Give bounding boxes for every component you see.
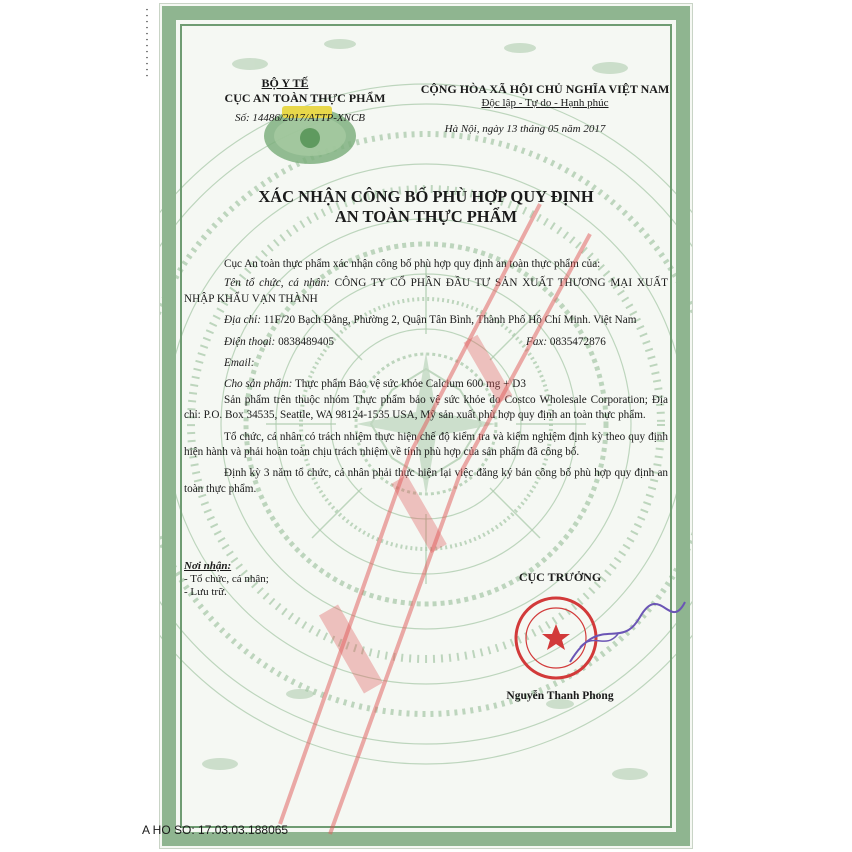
email-label: Email: — [224, 357, 255, 370]
file-code: A HO SO: 17.03.03.188065 — [142, 823, 289, 837]
product-line — [184, 377, 668, 392]
corner-vertical-code: ▪▪▪▪▪▪▪▪▪▪▪▪ — [144, 6, 150, 78]
title-line-2: AN TOÀN THỰC PHẨM — [334, 207, 518, 226]
address-label: Địa chỉ: — [224, 314, 261, 327]
responsibility-paragraph: Tổ chức, cá nhân có trách nhiệm thực hiện chế độ kiểm tra và kiểm nghiệm định kỳ theo quy định hiện hành và phải hoàn toàn chịu trách nhiệm về tính phù hợp của sản phẩm đã công bố. — [184, 430, 668, 459]
recipient-item: - Lưu trữ. — [184, 586, 227, 598]
recipients-block — [184, 560, 269, 599]
intro-paragraph: Cục An toàn thực phẩm xác nhận công bố phù hợp quy định an toàn thực phẩm của: — [224, 258, 601, 270]
agency-name: CỤC AN TOÀN THỰC PHẨM — [224, 91, 386, 105]
manufacturer-paragraph: Sản phẩm trên thuộc nhóm Thực phẩm bảo vệ sức khỏe do Costco Wholesale Corporation; Địa chỉ: P.O. Box 34535, Seattle, WA 98124-1535 USA, Mỹ sản xuất phù hợp quy định an toàn thực phẩm. — [184, 393, 668, 422]
nation-name: CỘNG HÒA XÃ HỘI CHỦ NGHĨA VIỆT NAM — [420, 82, 670, 96]
document-body — [184, 257, 668, 497]
document-number: Số: 14486/2017/ATTP-XNCB — [234, 112, 366, 124]
place-date: Hà Nội, ngày 13 tháng 05 năm 2017 — [444, 123, 606, 135]
national-heading — [410, 82, 680, 135]
contact-line — [184, 335, 668, 350]
certificate-page — [160, 4, 692, 848]
address-value: 11F/20 Bạch Đằng, Phường 2, Quận Tân Bình, Thành Phố Hồ Chí Minh. Việt Nam — [260, 314, 637, 327]
org-line — [184, 276, 668, 307]
address-line — [184, 313, 668, 328]
org-value: CÔNG TY CỔ PHẦN ĐẦU TƯ SẢN XUẤT THƯƠNG MẠI XUẤT NHẬP KHẨU VẠN THÀNH — [184, 277, 668, 305]
fax-label: Fax: — [526, 335, 548, 348]
signer-name: Nguyễn Thanh Phong — [506, 690, 614, 702]
document-title — [180, 187, 672, 227]
official-red-stamp — [510, 592, 690, 682]
national-motto: Độc lập - Tự do - Hạnh phúc — [481, 97, 609, 109]
phone-label: Điện thoại: — [224, 335, 276, 348]
recipient-item: - Tổ chức, cá nhân; — [184, 573, 269, 585]
recipients-heading: Nơi nhận: — [184, 560, 232, 572]
renewal-paragraph: Định kỳ 3 năm tổ chức, cá nhân phải thực hiện lại việc đăng ký bản công bố phù hợp quy định an toàn thực phẩm. — [184, 467, 668, 495]
product-label: Cho sản phẩm: — [224, 378, 293, 391]
issuer-block — [200, 76, 410, 124]
ministry-name: BỘ Y TẾ — [261, 76, 309, 90]
fax-value: 0835472876 — [547, 335, 606, 348]
phone-value: 0838489405 — [275, 335, 335, 348]
org-label: Tên tổ chức, cá nhân: — [224, 277, 330, 290]
signer-title: CỤC TRƯỞNG — [518, 570, 602, 584]
product-value: Thực phẩm Bảo vệ sức khỏe Calcium 600 mg + D3 — [292, 378, 526, 391]
title-line-1: XÁC NHẬN CÔNG BỐ PHÙ HỢP QUY ĐỊNH — [258, 187, 594, 206]
